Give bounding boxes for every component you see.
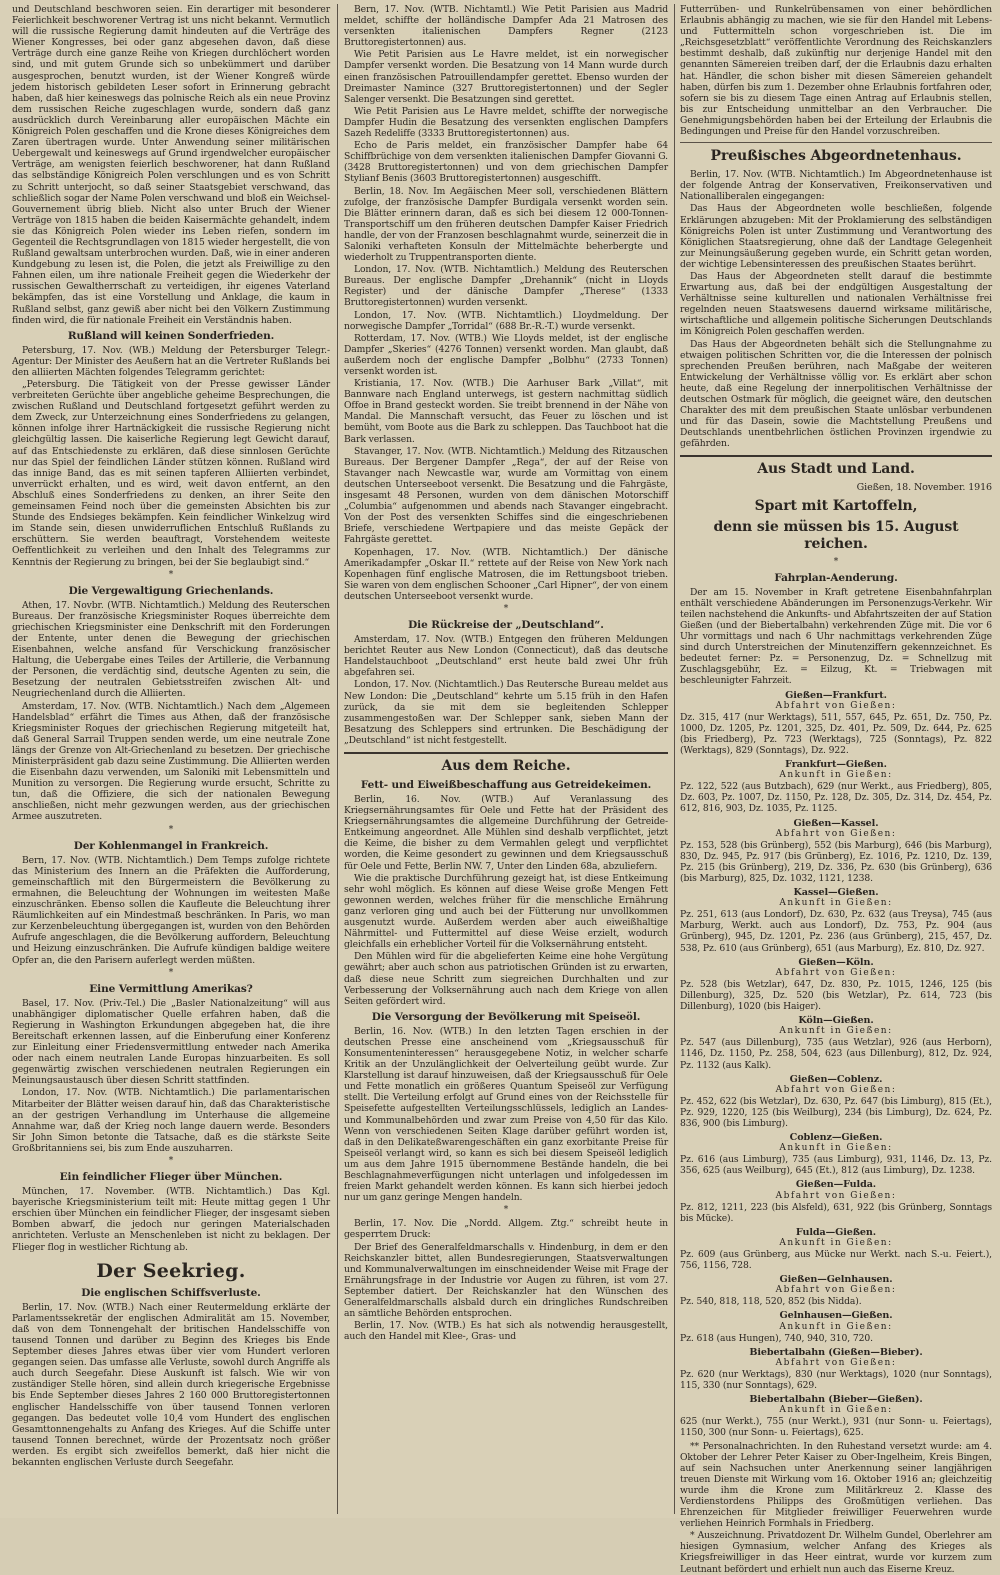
timetable-times: Pz. 153, 528 (bis Grünberg), 552 (bis Marburg), 646 (bis Marburg), 830, Dz. 945, Pz. 917 (bis Grünberg), Ez. 1016, Pz. 1210, Dz. 139, Pz. 215 (bis Grünberg), 219, Dz. 336, Pz. 630 (bis Grünberg), 636 (bis Marburg), 825, Dz. 1032, 1121, 1238. bbox=[680, 839, 992, 884]
timetable-label: Abfahrt von Gießen: bbox=[775, 700, 897, 711]
timetable-route: Gießen—Frankfurt. bbox=[785, 689, 887, 701]
article-paragraph: * Auszeichnung. Privatdozent Dr. Wilhelm Gundel, Oberlehrer am hiesigen Gymnasium, welcher Anfang des Krieges als Kriegsfreiwilliger in das Heer eintrat, wurde vor kurzem zum Leutnant befördert und erhielt nun auch das Eiserne Kreuz. bbox=[680, 1530, 992, 1575]
article-headline: Fett- und Eiweißbeschaffung aus Getreidekeimen. bbox=[360, 779, 652, 791]
separator-star: * bbox=[503, 1205, 509, 1216]
timetable-label: Abfahrt von Gießen: bbox=[775, 967, 897, 978]
timetable-times: Pz. 251, 613 (aus Londorf), Dz. 630, Pz. 632 (aus Treysa), 745 (aus Marburg, Werkt. auch aus Londorf), Dz. 753, Pz. 904 (aus Grünberg), 945, Dz. 1201, Pz. 236 (aus Grünberg), 215, 457, Dz. 538, Pz. 610 (aus Grünberg), 651 (aus Marburg), Ez. 810, Dz. 927. bbox=[680, 909, 992, 954]
article-headline: Ein feindlicher Flieger über München. bbox=[59, 1171, 283, 1184]
article-headline: Eine Vermittlung Amerikas? bbox=[89, 982, 253, 995]
article-paragraph: Das Haus der Abgeordneten wolle beschließen, folgende Erklärungen abzugeben: Mit der Proklamierung des selbständigen Königreichs Polen ist unter Zustimmung und Verantwortung des Königlichen Staatsregierung, ohne daß der Landtage Gelegenheit zur Meinungsäußerung gegeben wurde, ein Schritt getan worden, der wichtige Lebensinteressen des preußischen Staates berührt. bbox=[680, 203, 992, 270]
article-paragraph: Rotterdam, 17. Nov. (WTB.) Wie Lloyds meldet, ist der englische Dampfer „Skeries“ (4276 Tonnen) versenkt worden. Man glaubt, daß außerdem noch der englische Dampfer „Bolbhu“ (2733 Tonnen) versenkt worden ist. bbox=[344, 332, 668, 377]
timetable-label: Ankunft in Gießen: bbox=[779, 1405, 893, 1416]
section-heading: Der Seekrieg. bbox=[96, 1259, 246, 1282]
article-paragraph: Der Brief des Generalfeldmarschalls v. Hindenburg, in dem er den Reichskanzler bittet, allen Bundesregierungen, Staatsverwaltungen und Kommunalverwaltungen im einschneidender Weise mit Frage der Ernährungsfrage in der Industrie vor Augen zu führen, ist vom 27. September datiert. Der Reichskanzler hat den Wünschen des Generalfeldmarschalls alsbald durch ein dringliches Rundschreiben an sämtliche Behörden entsprochen. bbox=[344, 1241, 668, 1320]
timetable-route: Coblenz—Gießen. bbox=[789, 1132, 883, 1144]
article-paragraph: „Petersburg. Die Tätigkeit von der Presse gewisser Länder verbreiteten Gerüchte über angebliche geheime Besprechungen, die zwischen Rußland und Deutschland fortgesetzt geführt werden zu dem Zweck, zur Unterzeichnung eines Sonderfriedens zu gelangen, können infolge ihrer Hartnäckigkeit die russische Regierung nicht gleichgültig lassen. Die kaiserliche Regierung legt Gewicht darauf, auf das Entschiedenste zu erklären, daß diese sinnlosen Gerüchte nur das Spiel der feindlichen Länder stützen können. Rußland wird das innige Band, das es mit seinen tapferen Alliierten verbindet, unverrückt erhalten, und es wird, weit davon entfernt, an den Abschluß eines Sonderfriedens zu denken, an ihrer Seite den gemeinsamen Feind noch über die gemeinsten Absichten bis zur Stunde des Endsieges bekämpfen. Kein feindlicher Winkelzug wird im Stande sein, diesen unwiderruflichen Entschluß Rußlands zu erschüttern. Sie werden beauftragt, Vorstehendem weiteste Oeffentlichkeit zu verleihen und den Inhalt des Telegramms zur Kenntnis der Regierung zu bringen, bei der Sie beglaubigt sind.“ bbox=[12, 379, 330, 568]
section-heading: Aus dem Reiche. bbox=[441, 758, 571, 774]
article-headline: Die Vergewaltigung Griechenlands. bbox=[68, 584, 274, 597]
article-paragraph: London, 17. Nov. (WTB. Nichtamtlich.) Lloydmeldung. Der norwegische Dampfer „Torridal“ (688 Br.-R.-T.) wurde versenkt. bbox=[344, 309, 668, 332]
article-headline: Die Rückreise der „Deutschland“. bbox=[408, 619, 604, 632]
article-paragraph: Berlin, 16. Nov. (WTB.) Auf Veranlassung des Kriegsernährungsamtes für Oele und Fette hat der Präsident des Kriegsernährungsamtes die allgemeine Durchführung der Getreide-Entkeimung angeordnet. Alle Mühlen sind deshalb verpflichtet, jetzt die Keime, die bisher zu dem Vermahlen gelegt und verpflichtet worden, die Keime gesondert zu gewinnen und dem Kriegsausschuß für Oele und Fette, Berlin NW. 7, Unter den Linden 68a, abzuliefern. bbox=[344, 794, 668, 872]
article-paragraph: Amsterdam, 17. Nov. (WTB. Nichtamtlich.) Nach dem „Algemeen Handelsblad“ erfährt die Times aus Athen, daß der französische Kriegsminister Roques der griechischen Regierung mitgeteilt hat, daß General Sarrail Truppen senden werde, um eine neutrale Zone längs der Grenze von Alt-Griechenland zu besetzen. Der griechische Ministerpräsident gab dazu seine Zustimmung. Die Alliierten werden die Eisenbahn dazu verwenden, um Saloniki mit Lebensmitteln und Munition zu versorgen. Die Regierung wurde ersucht, Schritte zu tun, daß die Offiziere, die sich der nationalen Bewegung anschließen, nicht mehr gezwungen werden, aus der griechischen Armee auszutreten. bbox=[12, 700, 330, 823]
separator-star: * bbox=[833, 556, 839, 567]
article-paragraph: Bern, 17. Nov. (WTB. Nichtamtl.) Wie Petit Parisien aus Madrid meldet, schiffte der holländische Dampfer Ada 21 Matrosen des versenkten italienischen Dampfers Regner (2123 Bruttoregistertonnen) aus. bbox=[344, 4, 668, 49]
article-headline: Rußland will keinen Sonderfrieden. bbox=[67, 329, 275, 342]
article-headline: Die englischen Schiffsverluste. bbox=[81, 1286, 261, 1299]
column-middle bbox=[344, 4, 668, 1514]
column-rule bbox=[337, 4, 338, 1514]
timetable-times: Pz. 616 (aus Limburg), 735 (aus Limburg), 931, 1146, Dz. 13, Pz. 356, 625 (aus Weilburg), 645 (Et.), 812 (aus Limburg), Dz. 1238. bbox=[680, 1154, 992, 1177]
article-paragraph: Berlin, 17. Nov. Die „Nordd. Allgem. Ztg.“ schreibt heute in gesperrtem Druck: bbox=[344, 1218, 668, 1241]
timetable-times: Pz. 540, 818, 118, 520, 852 (bis Nidda). bbox=[680, 1296, 862, 1308]
article-paragraph: Berlin, 18. Nov. Im Aegäischen Meer soll, verschiedenen Blättern zufolge, der französische Dampfer Burdigala versenkt worden sein. Die Blätter erinnern daran, daß es sich bei diesem 12 000-Tonnen-Transportschiff um den früheren deutschen Dampfer Kaiser Friedrich handle, der von der Franzosen beschlagnahmt wurde, seinerzeit die in Saloniki verhafteten Konsuln der Mittelmächte beherbergte und wiederholt zu Truppentransporten diente. bbox=[344, 185, 668, 264]
timetable-route: Gelnhausen—Gießen. bbox=[779, 1310, 893, 1322]
article-paragraph: Wie die praktische Durchführung gezeigt hat, ist diese Entkeimung sehr wohl möglich. Es können auf diese Weise große Mengen Fett gewonnen werden, welches früher für die menschliche Ernährung ganz verloren ging und auch bei der Fütterung nur unvollkommen ausgenutzt wurde. Außerdem werden aber auch eiweißhaltige Nährmittel- und Futtermittel auf diese Weise erzielt, wodurch gleichfalls ein erheblicher Vorteil für die Volksernährung entsteht. bbox=[344, 872, 668, 951]
article-paragraph: Berlin, 17. Nov. (WTB.) Es hat sich als notwendig herausgestellt, auch den Handel mit Klee-, Gras- und bbox=[344, 1320, 668, 1343]
article-paragraph: Das Haus der Abgeordneten stellt darauf die bestimmte Erwartung aus, daß bei der endgültigen Ausgestaltung der Verhältnisse seine kulturellen und nationalen Verhältnisse frei regelnden neuen Staatswesens dauernd wirksame militärische, wirtschaftliche und allgemein politische Sicherungen Deutschlands im Königreich Polen geschaffen werden. bbox=[680, 270, 992, 338]
article-headline: Die Versorgung der Bevölkerung mit Speiseöl. bbox=[371, 1010, 641, 1023]
timetable-times: 625 (nur Werkt.), 755 (nur Werkt.), 931 (nur Sonn- u. Feiertags), 1150, 300 (nur Sonn- u. Feiertags), 625. bbox=[680, 1416, 992, 1439]
timetable-label: Abfahrt von Gießen: bbox=[775, 1084, 897, 1095]
timetable-label: Abfahrt von Gießen: bbox=[775, 828, 897, 839]
dateline: Gießen, 18. November. 1916 bbox=[856, 482, 992, 494]
timetable-label: Ankunft in Gießen: bbox=[779, 770, 893, 781]
article-headline: Der Kohlenmangel in Frankreich. bbox=[73, 839, 269, 852]
article-paragraph: Bern, 17. Nov. (WTB. Nichtamtlich.) Dem Temps zufolge richtete das Ministerium des Innern an die Präfekten die Aufforderung, gemeinschaftlich mit den Bürgermeistern die Bevölkerung zu ermahnen, die Beleuchtung der Wohnungen im weitesten Maße einzuschränken. Ebenso sollen die Kaufleute die Beleuchtung ihrer Räumlichkeiten auf ein Mindestmaß beschränken. In Paris, wo man zur Kerzenbeleuchtung übergegangen ist, wurden von den Behörden Aufrufe angeschlagen, die die Bevölkerung auffordern, Beleuchtung und Heizung einzuschränken. Die Aufrufe kündigen baldige weitere Opfer an, die den Parisern auferlegt werden müßten. bbox=[12, 854, 330, 966]
column-right bbox=[680, 4, 992, 1575]
timetable-label: Abfahrt von Gießen: bbox=[775, 1285, 897, 1296]
timetable-route: Biebertalbahn (Gießen—Bieber). bbox=[749, 1346, 923, 1358]
article-paragraph: Basel, 17. Nov. (Priv.-Tel.) Die „Basler Nationalzeitung“ will aus unabhängiger diplomatischer Quelle erfahren haben, daß die Regierung in Washington Erkundungen abgegeben hat, die ihre Bereitschaft erkennen lassen, auf die Einberufung einer Konferenz zur Einleitung einer Friedensvermittlung entweder nach Amerika oder nach einem neutralen Lande Europas hinzuarbeiten. Es soll gegenwärtig zwischen verschiedenen neutralen Regierungen ein Meinungsaustausch über diesen Schritt stattfinden. bbox=[12, 997, 330, 1087]
separator-star: * bbox=[168, 1156, 174, 1166]
article-paragraph: London, 17. Nov. (WTB. Nichtamtlich.) Meldung des Reuterschen Bureaus. Der englische Dampfer „Drehannik“ (nicht in Lloyds Register) und der dänische Dampfer „Therese“ (1333 Bruttoregistertonnen) wurden versenkt. bbox=[344, 264, 668, 309]
article-paragraph: Futterrüben- und Runkelrübensamen von einer behördlichen Erlaubnis abhängig zu machen, wie sie für den Handel mit Lebens- und Futtermitteln schon vorgeschrieben ist. Die im „Reichsgesetzblatt“ veröffentlichte Verordnung des Reichskanzlers bestimmt deshalb, daß zukünftig nur derjenige Handel mit den genannten Sämereien treiben darf, der die Erlaubnis dazu erhalten hat. Händler, die schon bisher mit diesen Sämereien gehandelt haben, dürfen bis zum 1. Dezember ohne Erlaubnis fortfahren oder, sofern sie bis zu diesem Tage einen Antrag auf Erlaubnis stellen, bis zur Entscheidung unmittelbar an den Verbraucher. Die Genehmigungsbehörden haben bei der Erteilung der Erlaubnis die Bedingungen und Preise für den Handel vorzuschreiben. bbox=[680, 4, 992, 138]
timetable-times: Pz. 812, 1211, 223 (bis Alsfeld), 631, 922 (bis Grünberg, Sonntags bis Mücke). bbox=[680, 1201, 992, 1224]
timetable-route: Gießen—Fulda. bbox=[795, 1179, 877, 1191]
section-rule bbox=[344, 752, 668, 754]
timetable-times: Dz. 315, 417 (nur Werktags), 511, 557, 645, Pz. 651, Dz. 750, Pz. 1000, Dz. 1205, Pz. 1201, 325, Dz. 401, Pz. 509, Dz. 644, Pz. 625 (bis Friedberg), Pz. 723 (Werktags), 725 (Sonntags), Pz. 822 (Werktags), 829 (Sonntags), Dz. 922. bbox=[680, 711, 992, 756]
timetable-route: Gießen—Coblenz. bbox=[789, 1073, 883, 1085]
separator-star: * bbox=[503, 603, 509, 614]
timetable-times: Pz. 620 (nur Werktags), 830 (nur Werktags), 1020 (nur Sonntags), 115, 330 (nur Sonntags), 629. bbox=[680, 1368, 992, 1392]
article-paragraph: ** Personalnachrichten. In den Ruhestand versetzt wurde: am 4. Oktober der Lehrer Peter Kaiser zu Ober-Ingelheim, Kreis Bingen, auf sein Nachsuchen unter Anerkennung seiner langjährigen treuen Dienste mit Wirkung vom 16. Oktober 1916 an; gleichzeitig wurde ihm die Krone zum Militärkreuz 2. Klasse des Verdienstordens Philipps des Großmütigen verliehen. Das Ehrenzeichen für Mitglieder freiwilliger Feuerwehren wurde verliehen Heinrich Formhals in Friedberg. bbox=[680, 1440, 992, 1530]
timetable-label: Ankunft in Gießen: bbox=[779, 898, 893, 909]
timetable-label: Abfahrt von Gießen: bbox=[775, 1357, 897, 1368]
article-paragraph: Wie Petit Parisien aus Le Havre meldet, schiffte der norwegische Dampfer Hudin die Besatzung des versenkten englischen Dampfers Sazeh Redeliffe (3333 Bruttoregistertonnen) aus. bbox=[344, 105, 668, 140]
timetable-times: Pz. 618 (aus Hungen), 740, 940, 310, 720. bbox=[680, 1332, 873, 1344]
article-paragraph: Petersburg, 17. Nov. (WB.) Meldung der Petersburger Telegr.-Agentur: Der Minister des Aeußern hat an die Vertreter Rußlands bei den alliierten Mächten folgendes Telegramm gerichtet: bbox=[12, 344, 330, 378]
article-paragraph: München, 17. November. (WTB. Nichtamtlich.) Das Kgl. bayerische Kriegsministerium teilt mit: Heute mittag gegen 1 Uhr erschien über München ein feindlicher Flieger, der insgesamt sieben Bomben abwarf, die jedoch nur geringen Materialschaden anrichteten. Verluste an Menschenleben ist nicht zu beklagen. Der Flieger flog in westlicher Richtung ab. bbox=[12, 1186, 330, 1253]
timetable-label: Ankunft in Gießen: bbox=[779, 1321, 893, 1332]
timetable-times: Pz. 547 (aus Dillenburg), 735 (aus Wetzlar), 926 (aus Herborn), 1146, Dz. 1150, Pz. 258, 504, 623 (aus Dillenburg), 812, Dz. 924, Pz. 1132 (aus Kalk). bbox=[680, 1037, 992, 1071]
timetable-times: Pz. 122, 522 (aus Butzbach), 629 (nur Werkt., aus Friedberg), 805, Dz. 603, Pz. 1007, Dz. 1150, Pz. 128, Dz. 305, Dz. 314, Dz. 454, Pz. 612, 816, 903, Dz. 1035, Pz. 1125. bbox=[680, 781, 992, 815]
timetable-label: Abfahrt von Gießen: bbox=[775, 1190, 897, 1201]
article-paragraph: Kopenhagen, 17. Nov. (WTB. Nichtamtlich.) Der dänische Amerikadampfer „Oskar II.“ rettete auf der Reise von New York nach Kopenhagen fünf englische Matrosen, die im Rettungsboot trieben. Sie waren von dem englischen Schooner „Carl Hipner“, der von einem deutschen Unterseeboot versenkt wurde. bbox=[344, 546, 668, 602]
column-left bbox=[12, 4, 330, 1514]
section-heading: Aus Stadt und Land. bbox=[757, 461, 915, 478]
article-paragraph: London, 17. Nov. (Nichtamtlich.) Das Reutersche Bureau meldet aus New London: Die „Deutschland“ kehrte um 5.15 früh in den Hafen zurück, da sie mit dem sie begleitenden Schlepper zusammengestoßen war. Der Schlepper sank, sieben Mann der Besatzung des Schleppers sind ertrunken. Die Beschädigung der „Deutschland“ ist nicht festgestellt. bbox=[344, 679, 668, 746]
article-paragraph: Echo de Paris meldet, ein französischer Dampfer habe 64 Schiffbrüchige von dem versenkten italienischen Dampfer Giovanni G. (3428 Bruttoregistertonnen) und von dem griechischen Dampfer Stylianf Benis (3603 Bruttoregistertonnen) ausgeschifft. bbox=[344, 140, 668, 185]
article-paragraph: Der am 15. November in Kraft getretene Eisenbahnfahrplan enthält verschiedene Abänderungen im Personenzugs-Verkehr. Wir teilen nachstehend die Ankunfts- und Abfahrtszeiten der auf Station Gießen (und der Biebertalbahn) verkehrenden Züge mit. Die vor 6 Uhr vormittags und nach 6 Uhr nachmittags verkehrenden Züge sind durch Unterstreichen der Minutenziffern gekennzeichnet. Es bedeutet ferner: Pz. = Personenzug, Dz. = Schnellzug mit Zuschlagsgebühr, Ez. = Eilzug, Kt. = Triebwagen mit beschleunigter Fahrzeit. bbox=[680, 586, 992, 687]
timetable-times: Pz. 452, 622 (bis Wetzlar), Dz. 630, Pz. 647 (bis Limburg), 815 (Et.), Pz. 929, 1220, 125 (bis Weilburg), 234 (bis Limburg), Dz. 624, Pz. 836, 900 (bis Limburg). bbox=[680, 1095, 992, 1129]
article-paragraph: London, 17. Nov. (WTB. Nichtamtlich.) Die parlamentarischen Mitarbeiter der Blätter weisen darauf hin, daß das Charakteristische an der gestrigen Verhandlung im Unterhause die allgemeine Annahme war, daß der Krieg noch lange dauern werde. Besonders Sir John Simon betonte die Tatsache, daß es die stärkste Seite Großbritanniens sei, bis zum Ende auszuharren. bbox=[12, 1087, 330, 1154]
timetable-label: Ankunft in Gießen: bbox=[779, 1143, 893, 1154]
separator-star: * bbox=[168, 569, 174, 580]
timetable-route: Gießen—Kassel. bbox=[793, 817, 879, 829]
timetable-route: Fulda—Gießen. bbox=[795, 1226, 877, 1238]
article-paragraph: Wie Petit Parisien aus Le Havre meldet, ist ein norwegischer Dampfer versenkt worden. Die Besatzung von 14 Mann wurde durch einen französischen Patrouillendampfer gerettet. Ebenso wurden der Dreimaster Namince (327 Bruttoregistertonnen) und der Segler Salenger versenkt. Die Besatzungen sind gerettet. bbox=[344, 49, 668, 105]
timetable-label: Ankunft in Gießen: bbox=[779, 1237, 893, 1248]
article-headline: Fahrplan-Aenderung. bbox=[774, 571, 898, 584]
timetable-route: Biebertalbahn (Bieber—Gießen). bbox=[749, 1394, 923, 1406]
section-rule bbox=[680, 142, 992, 143]
article-paragraph: Kristiania, 17. Nov. (WTB.) Die Aarhuser Bark „Villat“, mit Bannware nach England unterwegs, ist gestern nachmittag südlich Offoe in Brand gesteckt worden. Sie treibt brennend in der Nähe von Mandal. Die Mannschaft versucht, das Feuer zu löschen und ist bemüht, vom Boote aus die Bark zu schleppen. Das Tauchboot hat die Bark verlassen. bbox=[344, 378, 668, 445]
separator-star: * bbox=[168, 824, 174, 835]
timetable-route: Gießen—Köln. bbox=[798, 956, 874, 968]
article-paragraph: Berlin, 16. Nov. (WTB.) In den letzten Tagen erschien in der deutschen Presse eine anscheinend vom „Kriegsausschuß für Konsumenteninteressen“ herausgegebene Notiz, in welcher scharfe Kritik an der Unzulänglichkeit der Oelverteilung geübt wurde. Zur Klarstellung ist darauf hinzuweisen, daß der Kriegsausschuß für Oele und Fette monatlich ein größeres Quantum Speiseöl zur Verfügung stellt. Die Verteilung erfolgt auf Grund eines von der Reichsstelle für Speisefette aufgestellten Verteilungsschlüssels, lediglich an Landes- und Kommunalbehörden und zwar zum Preise von 4,50 für das Kilo. Wenn von verschiedenen Seiten Klage darüber geführt worden ist, daß in den Delikateßwarengeschäften ein ganz exorbitante Preise für Speiseöl verlangt wird, so kann es sich bei diesem Speiseöl lediglich um aus dem Jahre 1915 übernommene Bestände handeln, die bei Beschlagnahmeverfügungen nicht unterlagen und infolgedessen im freien Markt gehandelt werden können. Es kann sich hierbei jedoch nur um ganz geringe Mengen handeln. bbox=[344, 1025, 668, 1204]
timetable-times: Pz. 528 (bis Wetzlar), 647, Dz. 830, Pz. 1015, 1246, 125 (bis Dillenburg), 325, Dz. 520 (bis Wetzlar), Pz. 614, 723 (bis Dillenburg), 1020 (bis Haiger). bbox=[680, 978, 992, 1013]
article-paragraph: Berlin, 17. Nov. (WTB.) Nach einer Reutermeldung erklärte der Parlamentssekretär der englischen Admiralität am 15. November, daß von dem Tonnengehalt der britischen Handelsschiffe von tausend Tonnen und darüber zu Beginn des Krieges bis Ende September dieses Jahres etwas über vier vom Hundert verloren gegangen seien. Das umfasse alle Verluste, sowohl durch Angriffe als auch durch Seegefahr. Diese Auskunft ist falsch. Wie wir von zuständiger Stelle hören, sind allein durch kriegerische Ergebnisse bis Ende September dieses Jahres 2 160 000 Bruttoregistertonnen englischer Handelsschiffe von über tausend Tonnen verloren gegangen. Das bedeutet volle 10,4 vom Hundert des englischen Gesamttonnengehalts zu Anfang des Krieges. Auf die Schiffe unter tausend Tonnen berechnet, würde der Prozentsatz noch größer werden. Es ergibt sich zweifellos bemerkt, daß hier nicht die bekannten englischen Verluste durch Seegefahr. bbox=[12, 1301, 330, 1468]
article-paragraph: Den Mühlen wird für die abgelieferten Keime eine hohe Vergütung gewährt; aber auch schon aus patriotischen Gründen ist zu erwarten, daß diese neue Schritt zum siegreichen Durchhalten und zur Verbesserung der Volksernährung auch nach dem Kriege von allen Seiten gefördert wird. bbox=[344, 951, 668, 1007]
timetable-route: Kassel—Gießen. bbox=[793, 887, 879, 899]
notice-headline: Spart mit Kartoffeln, bbox=[754, 497, 918, 514]
timetable-label: Ankunft in Gießen: bbox=[779, 1026, 893, 1037]
timetable-route: Köln—Gießen. bbox=[798, 1015, 874, 1027]
timetable-route: Gießen—Gelnhausen. bbox=[779, 1274, 893, 1286]
article-paragraph: Amsterdam, 17. Nov. (WTB.) Entgegen den früheren Meldungen berichtet Reuter aus New London (Connecticut), daß das deutsche Handelstauchboot „Deutschland“ erst heute bald zwei Uhr früh abgefahren sei. bbox=[344, 634, 668, 679]
article-paragraph: Athen, 17. Novbr. (WTB. Nichtamtlich.) Meldung des Reuterschen Bureaus. Der französische Kriegsminister Roques überreichte dem griechischen Kriegsminister eine Denkschrift mit den Forderungen der Entente, unter denen die Bewegung der griechischen Eisenbahnen, welche ansfand für Verschickung französischer Haltung, die Uebergabe eines Teiles der Artillerie, die Verbannung der Personen, die verdächtig sind, deutsche Agenten zu sein, die Besetzung der neutralen Gebietsstreifen zwischen Alt- und Neugriechenland durch die Alliierten. bbox=[12, 599, 330, 700]
column-rule bbox=[674, 4, 675, 1514]
article-paragraph: Stavanger, 17. Nov. (WTB. Nichtamtlich.) Meldung des Ritzauschen Bureaus. Der Bergener Dampfer „Rega“, der auf der Reise von Stavanger nach Newcastle war, wurde am Vormittag von einem deutschen Unterseeboot versenkt. Die Besatzung und die Fahrgäste, insgesamt 48 Personen, wurden von dem dänischen Motorschiff „Columbia“ aufgenommen und abends nach Stavanger eingebracht. Von der Post des versenkten Schiffes sind die eingeschriebenen Briefe, verschiedene Wertpapiere und das meiste Gepäck der Fahrgäste gerettet. bbox=[344, 445, 668, 546]
section-rule bbox=[680, 455, 992, 457]
article-paragraph: und Deutschland beschworen seien. Ein derartiger mit besonderer Feierlichkeit beschworener Vertrag ist uns nicht bekannt. Vermutlich will die russische Regierung damit hindeuten auf die Verträge des Wiener Kongresses, bei oder ganz abgesehen davon, daß diese Verträge durch eine ganze Reihe von Kriegen durchlöchert worden sind, und mit gutem Grunde sich so unbekümmert und darüber ausgesprochen, benutzt wurden, ist der Wiener Kongreß würde jedem historisch gebildeten Leser sofort in Erinnerung gebracht haben, daß hier keineswegs das polnische Reich als ein neue Provinz dem russischen Reiche zugeschlagen wurde, sondern daß ganz ausdrücklich durch Vereinbarung aller europäischen Mächte ein Königreich Polen geschaffen und die Krone dieses Königreiches dem Zaren übertragen wurde. Unter Anwendung seiner militärischen Uebergewalt und keineswegs auf Grund irgendwelcher europäischer Verträge, am wenigsten feierlich beschworener, hat dann Rußland das selbständige Königreich Polen verschlungen und es von Schritt zu Schritt unterjocht, so daß seiner Staatsgebiet verschwand, das schließlich sogar der Name Polen verschwand und bloß ein Weichsel-Gouvernement übrig blieb. Nicht also unter Bruch der Wiener Verträge von 1815 haben die beiden Kaisermächte gehandelt, indem sie das Königreich Polen wieder ins Leben riefen, sondern im Gegenteil die Rechtsgrundlagen von 1815 wieder hergestellt, die von Rußland gewaltsam unterbrochen wurden. Daß, wie in einer anderen Kundgebung zu lesen ist, die Polen, die jetzt als Freiwillige zu den Fahnen eilen, um ihre nationale Freiheit gegen die Wiederkehr der russischen Gewaltherrschaft zu verteidigen, ihr eigenes Vaterland bekämpfen, das ist eine Vorstellung und Anklage, die kaum in Rußland selbst, ganz gewiß aber nicht bei den Völkern Zustimmung finden wird, die für nationale Freiheit ein Verständnis haben. bbox=[12, 4, 330, 326]
article-paragraph: Das Haus der Abgeordneten behält sich die Stellungnahme zu etwaigen politischen Schritten vor, die die Interessen der polnisch sprechenden Preußen berühren, nach Maßgabe der weiteren Entwickelung der Verhältnisse völlig vor. Es erklärt aber schon heute, daß eine Regelung der innerpolitischen Verhältnisse der deutschen Ostmark für möglich, die geeignet wäre, den deutschen Charakter des mit dem preußischen Staate unlösbar verbundenen und für das Dasein, sowie die Machtstellung Preußens und Deutschlands unentbehrlichen östlichen Provinzen irgendwie zu gefährden. bbox=[680, 338, 992, 450]
article-paragraph: Berlin, 17. Nov. (WTB. Nichtamtlich.) Im Abgeordnetenhause ist der folgende Antrag der Konservativen, Freikonservativen und Nationalliberalen eingegangen: bbox=[680, 169, 992, 203]
notice-headline: denn sie müssen bis 15. August reichen. bbox=[713, 518, 959, 552]
timetable-route: Frankfurt—Gießen. bbox=[785, 759, 887, 771]
separator-star: * bbox=[168, 967, 174, 978]
timetable-times: Pz. 609 (aus Grünberg, aus Mücke nur Werkt. nach S.-u. Feiert.), 756, 1156, 728. bbox=[680, 1249, 992, 1272]
section-heading: Preußisches Abgeordnetenhaus. bbox=[710, 148, 962, 165]
